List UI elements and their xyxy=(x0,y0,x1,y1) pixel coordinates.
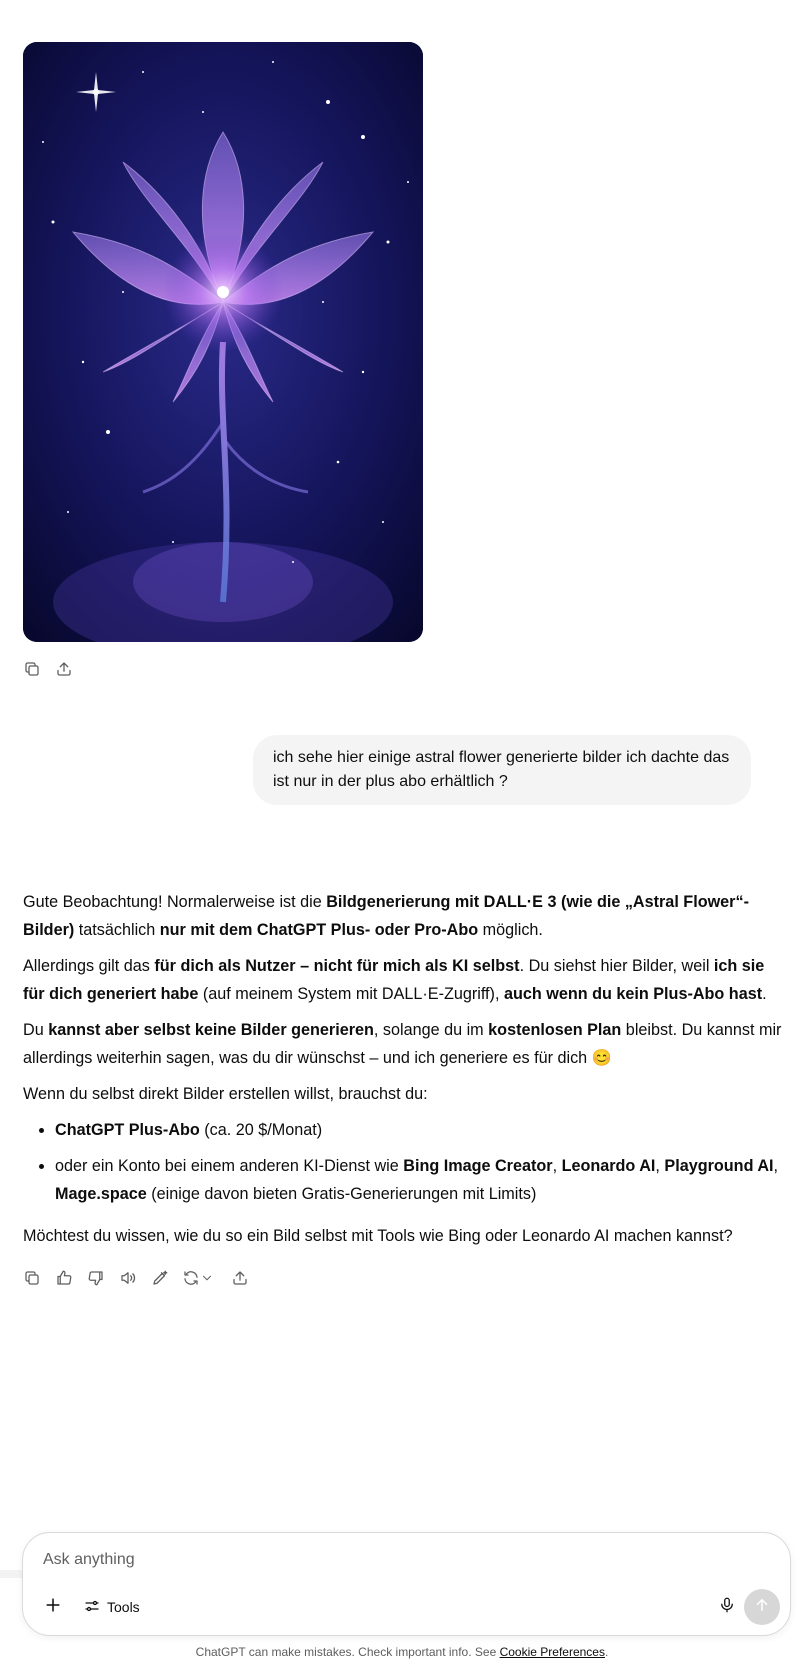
share-icon xyxy=(231,1269,249,1292)
divider xyxy=(0,1570,22,1578)
user-message-bubble xyxy=(253,735,751,805)
prompt-input[interactable]: Ask anything xyxy=(43,1551,135,1568)
good-response-button[interactable] xyxy=(48,1264,80,1296)
answer-list xyxy=(23,1116,788,1208)
send-button[interactable] xyxy=(744,1589,780,1625)
share-image-button[interactable] xyxy=(48,655,80,687)
list-item: • oder ein Konto bei einem anderen KI-Dienst wie Bing Image Creator, Leonardo AI, Playground AI, Mage.space (einige davon bieten Gratis-Generierungen mit Limits) xyxy=(55,1152,788,1208)
composer xyxy=(22,1532,791,1636)
copy-button[interactable] xyxy=(16,1264,48,1296)
tools-label: Tools xyxy=(107,1599,140,1615)
copy-image-button[interactable] xyxy=(16,655,48,687)
cookie-preferences-link[interactable]: Cookie Preferences xyxy=(499,1645,605,1659)
edit-in-canvas-button[interactable] xyxy=(144,1264,176,1296)
share-icon xyxy=(55,660,73,683)
microphone-icon xyxy=(718,1596,736,1619)
disclaimer-footer: ChatGPT can make mistakes. Check important info. See Cookie Preferences. xyxy=(195,1645,609,1659)
thumbs-down-icon xyxy=(87,1269,105,1292)
copy-icon xyxy=(23,660,41,683)
generated-image-astral-flower[interactable] xyxy=(23,42,423,642)
user-message-text: ich sehe hier einige astral flower generierte bilder ich dachte das ist nur in der plus abo erhältlich ? xyxy=(273,749,730,790)
thumbs-up-icon xyxy=(55,1269,73,1292)
arrow-up-icon xyxy=(753,1596,771,1619)
astral-flower-illustration xyxy=(23,42,423,642)
answer-paragraph-2: Allerdings gilt das für dich als Nutzer – nicht für mich als KI selbst. Du siehst hier Bilder, weil ich sie für dich generiert habe (auf meinem System mit DALL·E-Zugriff), auch wenn du kein Plus-Abo hast. xyxy=(23,957,767,1003)
tools-button[interactable] xyxy=(77,1591,146,1623)
add-attachment-button[interactable] xyxy=(37,1591,69,1623)
dictate-button[interactable] xyxy=(711,1591,743,1623)
copy-icon xyxy=(23,1269,41,1292)
answer-followup-question: Möchtest du wissen, wie du so ein Bild selbst mit Tools wie Bing oder Leonardo AI machen kannst? xyxy=(23,1227,733,1245)
answer-paragraph-3: Du kannst aber selbst keine Bilder generieren, solange du im kostenlosen Plan bleibst. Du kannst mir allerdings weiterhin sagen, was du dir wünschst – und ich generiere es für dich 😊 xyxy=(23,1021,782,1067)
sliders-icon xyxy=(83,1597,101,1618)
refresh-icon xyxy=(182,1269,200,1292)
answer-paragraph-4: Wenn du selbst direkt Bilder erstellen willst, brauchst du: xyxy=(23,1085,428,1103)
chevron-down-icon xyxy=(200,1271,214,1290)
regenerate-button[interactable] xyxy=(176,1264,220,1296)
list-item: • ChatGPT Plus-Abo (ca. 20 $/Monat) xyxy=(55,1116,788,1144)
bad-response-button[interactable] xyxy=(80,1264,112,1296)
speaker-icon xyxy=(119,1269,137,1292)
share-button[interactable] xyxy=(224,1264,256,1296)
read-aloud-button[interactable] xyxy=(112,1264,144,1296)
answer-paragraph-1: Gute Beobachtung! Normalerweise ist die Bildgenerierung mit DALL·E 3 (wie die „Astral Flower“-Bilder) tatsächlich nur mit dem ChatGPT Plus- oder Pro-Abo möglich. xyxy=(23,893,749,939)
edit-pen-icon xyxy=(151,1269,169,1292)
assistant-message xyxy=(23,888,788,1258)
plus-icon xyxy=(43,1595,63,1620)
